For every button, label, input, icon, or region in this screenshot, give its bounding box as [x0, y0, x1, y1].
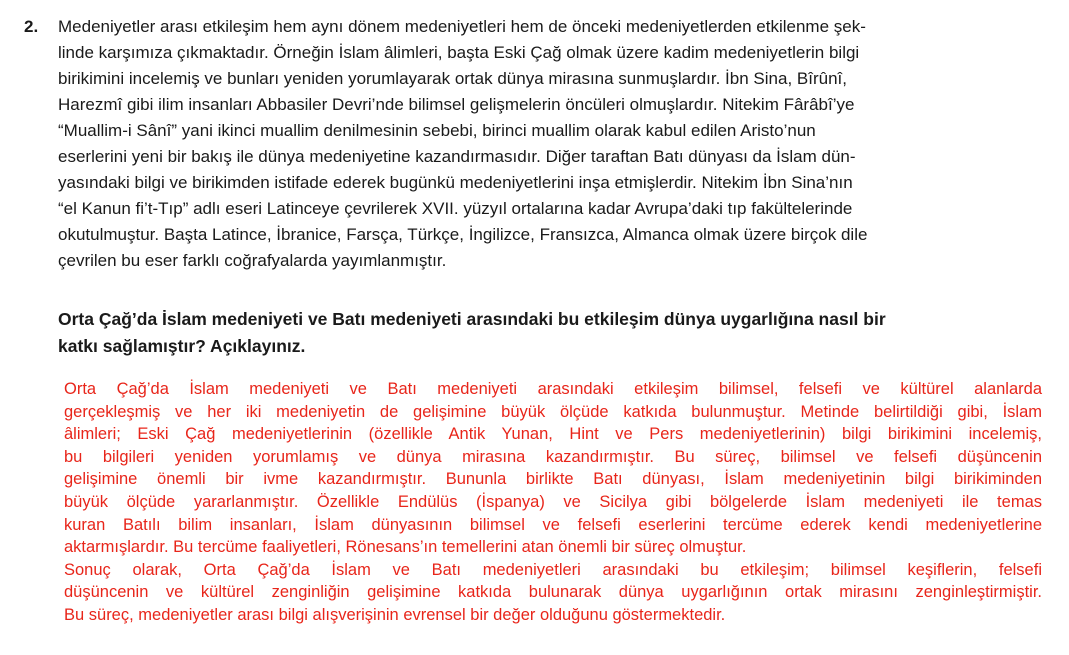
answer-line: gelişimine önemli bir ivme kazandırmıştır. Bununla birlikte Batı dünyası, İslam medeniyetinin bilgi birikiminden: [64, 470, 1042, 489]
question-text-line: birikimini incelemiş ve bunları yeniden yorumlayarak ortak dünya mirasına sunmuşlardır. İbn Sina, Bîrûnî,: [58, 69, 847, 88]
answer-line: bu bilgileri yeniden yorumlamış ve dünya mirasına kazandırmıştır. Bu süreç, bilimsel ve felsefi düşüncenin: [64, 447, 1042, 466]
answer-line: Sonuç olarak, Orta Çağ’da İslam ve Batı medeniyetleri arasındaki bu etkileşim; bilimsel keşiflerin, felsefi: [64, 560, 1042, 579]
answer-line: Orta Çağ’da İslam medeniyeti ve Batı medeniyeti arasındaki etkileşim bilimsel, felsefi ve kültürel alanlarda: [64, 380, 1042, 398]
question-number: 2.: [24, 17, 39, 36]
question-text-line: okutulmuştur. Başta Latince, İbranice, Farsça, Türkçe, İngilizce, Fransızca, Almanca olmak üzere birçok dile: [58, 225, 868, 244]
answer-line: kuran Batılı bilim insanları, İslam dünyasının bilimsel ve felsefi eserlerini tercüme ederek kendi medeniyetlerine: [64, 515, 1042, 534]
answer-line: gerçekleşmiş ve her iki medeniyetin de gelişimine büyük ölçüde katkıda bulunmuştur. Metinde belirtildiği gibi, İslam: [64, 402, 1042, 421]
answer-line: aktarmışlardır. Bu tercüme faaliyetleri, Rönesans’ın temellerini atan önemli bir süreç olmuştur.: [64, 538, 747, 557]
question-text-line: Harezmî gibi ilim insanları Abbasiler Devri’nde bilimsel gelişmelerin öncüleri olmuşlardır. Nitekim Fârâbî’ye: [58, 95, 855, 114]
question-text-line: “el Kanun fi’t-Tıp” adlı eseri Latinceye çevrilerek XVII. yüzyıl ortalarına kadar Avrupa’daki tıp fakültelerinde: [58, 199, 853, 218]
question-prompt-line: Orta Çağ’da İslam medeniyeti ve Batı medeniyeti arasındaki bu etkileşim dünya uygarlığına nasıl bir: [58, 309, 886, 329]
answer-line: düşüncenin ve kültürel zenginliğin gelişimine katkıda bulunarak dünya uygarlığının ortak mirasını zenginleştirmiştir.: [64, 583, 1042, 602]
question-prompt-line: katkı sağlamıştır? Açıklayınız.: [58, 336, 306, 356]
question-text-line: Medeniyetler arası etkileşim hem aynı dönem medeniyetleri hem de önceki medeniyetlerden etkilenme şek-: [58, 17, 866, 36]
question-text-line: linde karşımıza çıkmaktadır. Örneğin İslam âlimleri, başta Eski Çağ olmak üzere kadim medeniyetlerin bilgi: [58, 43, 860, 62]
answer-line: âlimleri; Eski Çağ medeniyetlerinin (özellikle Antik Yunan, Hint ve Pers medeniyetlerinin) bilgi birikimini incelemiş,: [64, 425, 1042, 444]
answer-text: [64, 378, 1042, 627]
question-text-line: “Muallim-i Sânî” yani ikinci muallim denilmesinin sebebi, birinci muallim olarak kabul edilen Aristo’nun: [58, 121, 816, 140]
answer-line: büyük ölçüde yararlanmıştır. Özellikle Endülüs (İspanya) ve Sicilya gibi bölgelerde İslam medeniyeti ile temas: [64, 492, 1042, 511]
question-text: [58, 14, 1018, 274]
answer-line: Bu süreç, medeniyetler arası bilgi alışverişinin evrensel bir değer olduğunu göstermektedir.: [64, 605, 726, 624]
question-text-line: yasındaki bilgi ve birikimden istifade ederek bugünkü medeniyetlerini inşa etmişlerdir. Nitekim İbn Sina’nın: [58, 173, 853, 192]
question-text-line: eserlerini yeni bir bakış ile dünya medeniyetine kazandırmasıdır. Diğer taraftan Batı dünyası da İslam dün-: [58, 147, 856, 166]
question-text-line: çevrilen bu eser farklı coğrafyalarda yayımlanmıştır.: [58, 251, 447, 270]
question-prompt: [58, 306, 1018, 360]
